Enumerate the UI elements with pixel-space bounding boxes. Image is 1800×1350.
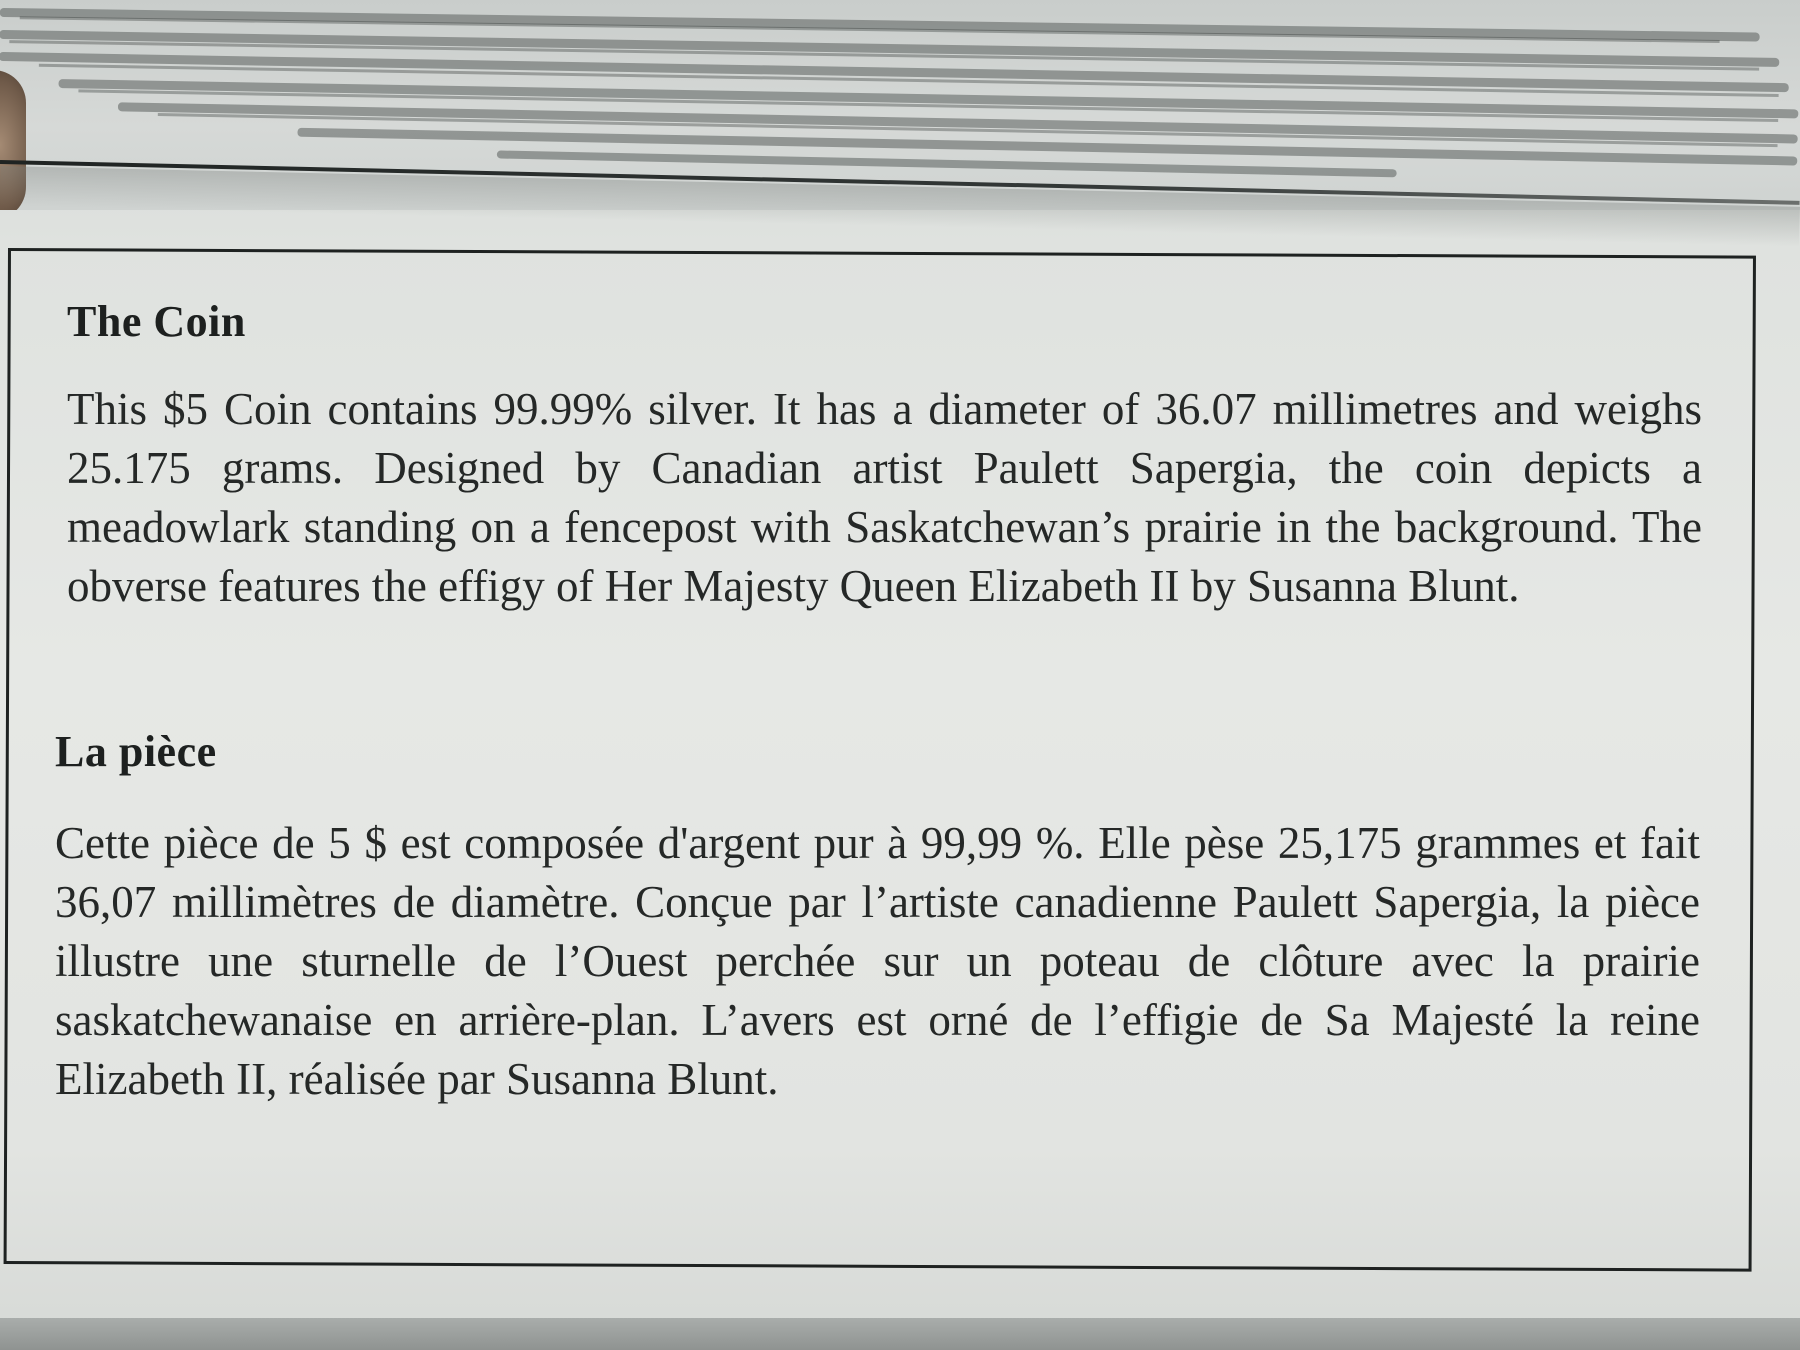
english-heading: The Coin: [67, 297, 246, 346]
bottom-edge: [0, 1318, 1800, 1350]
french-paragraph: Cette pièce de 5 $ est composée d'argent pur à 99,99 %. Elle pèse 25,175 grammes et fait 36,07 millimètres de diamètre. Conçue par l’artiste canadienne Paulett Sapergia, la pièce illustre une sturnelle de l’Ouest perchée sur un poteau de clôture avec la prairie saskatchewanaise en arrière-plan. L’avers est orné de l’effigie de Sa Majesté la reine Elizabeth II, réalisée par Susanna Blunt.: [55, 818, 1700, 1104]
english-paragraph: This $5 Coin contains 99.99% silver. It has a diameter of 36.07 millimetres and weighs 25.175 grams. Designed by Canadian artist Paulett Sapergia, the coin depicts a meadowlark standing on a fencepost with Saskatchewan’s prairie in the background. The obverse features the effigy of Her Majesty Queen Elizabeth II by Susanna Blunt.: [67, 384, 1702, 611]
english-section: [67, 297, 1702, 616]
french-heading: La pièce: [55, 727, 217, 776]
french-section: [55, 727, 1700, 1109]
